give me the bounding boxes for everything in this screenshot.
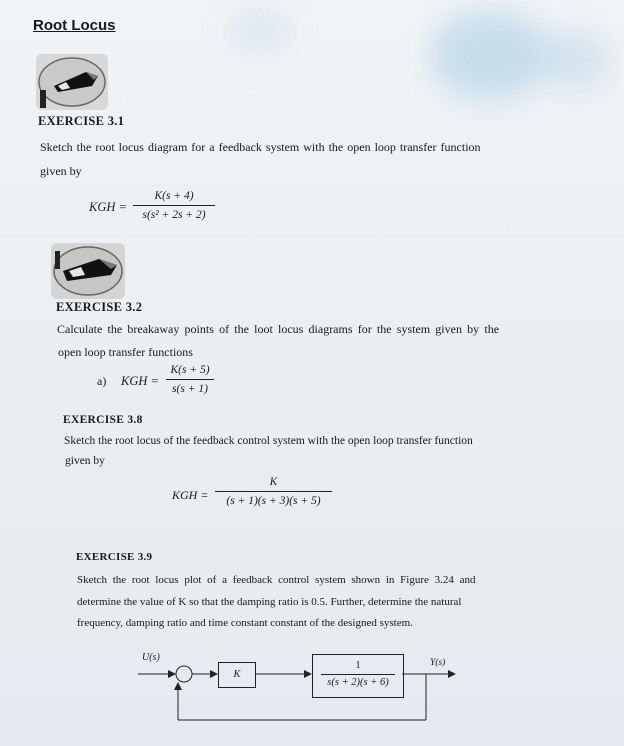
block-diagram — [130, 648, 470, 743]
equation-lhs: KGH = — [89, 200, 127, 214]
exercise-text: given by — [40, 164, 82, 178]
equation-lhs: KGH = — [121, 374, 159, 388]
gain-block — [218, 662, 256, 688]
plant-denominator: s(s + 2)(s + 6) — [327, 677, 389, 688]
exercise-text: Sketch the root locus diagram for a feedback system with the open loop transfer function — [40, 140, 481, 154]
equation-denominator: (s + 1)(s + 3)(s + 5) — [226, 495, 321, 507]
input-signal-label: U(s) — [142, 652, 160, 663]
exercise-pencil-icon — [51, 243, 125, 299]
item-label: a) — [97, 374, 107, 388]
glare-decoration — [230, 10, 290, 50]
exercise-heading: EXERCISE 3.2 — [56, 300, 143, 314]
glare-decoration — [430, 10, 550, 100]
equation-numerator: K — [269, 476, 278, 488]
exercise-text: open loop transfer functions — [58, 345, 193, 359]
exercise-pencil-icon — [36, 54, 108, 110]
equation-denominator: s(s² + 2s + 2) — [142, 209, 206, 221]
exercise-heading: EXERCISE 3.1 — [38, 114, 125, 128]
exercise-text: Sketch the root locus of the feedback control system with the open loop transfer function — [64, 435, 473, 447]
exercise-heading: EXERCISE 3.9 — [76, 551, 153, 563]
plant-numerator: 1 — [355, 660, 361, 671]
gain-label: K — [233, 669, 241, 680]
exercise-text: Calculate the breakaway points of the loot locus diagrams for the system given by the — [57, 322, 500, 336]
output-signal-label: Y(s) — [430, 658, 446, 668]
transfer-function — [166, 364, 214, 395]
block-diagram-lines — [130, 648, 470, 743]
exercise-text: given by — [65, 455, 105, 467]
exercise-text: frequency, damping ratio and time constant constant of the designed system. — [77, 617, 413, 629]
page-title: Root Locus — [33, 17, 116, 34]
equation-numerator: K(s + 4) — [154, 190, 194, 202]
exercise-text: Sketch the root locus plot of a feedback control system shown in Figure 3.24 and — [77, 574, 476, 586]
exercise-text: determine the value of K so that the damping ratio is 0.5. Further, determine the natural — [77, 596, 462, 608]
equation-lhs: KGH = — [172, 488, 209, 502]
plant-block — [312, 654, 404, 698]
equation-numerator: K(s + 5) — [170, 364, 210, 376]
transfer-function — [215, 476, 332, 507]
exercise-heading: EXERCISE 3.8 — [63, 414, 143, 426]
glare-decoration — [540, 30, 610, 90]
equation-denominator: s(s + 1) — [172, 383, 208, 395]
transfer-function — [133, 190, 215, 221]
